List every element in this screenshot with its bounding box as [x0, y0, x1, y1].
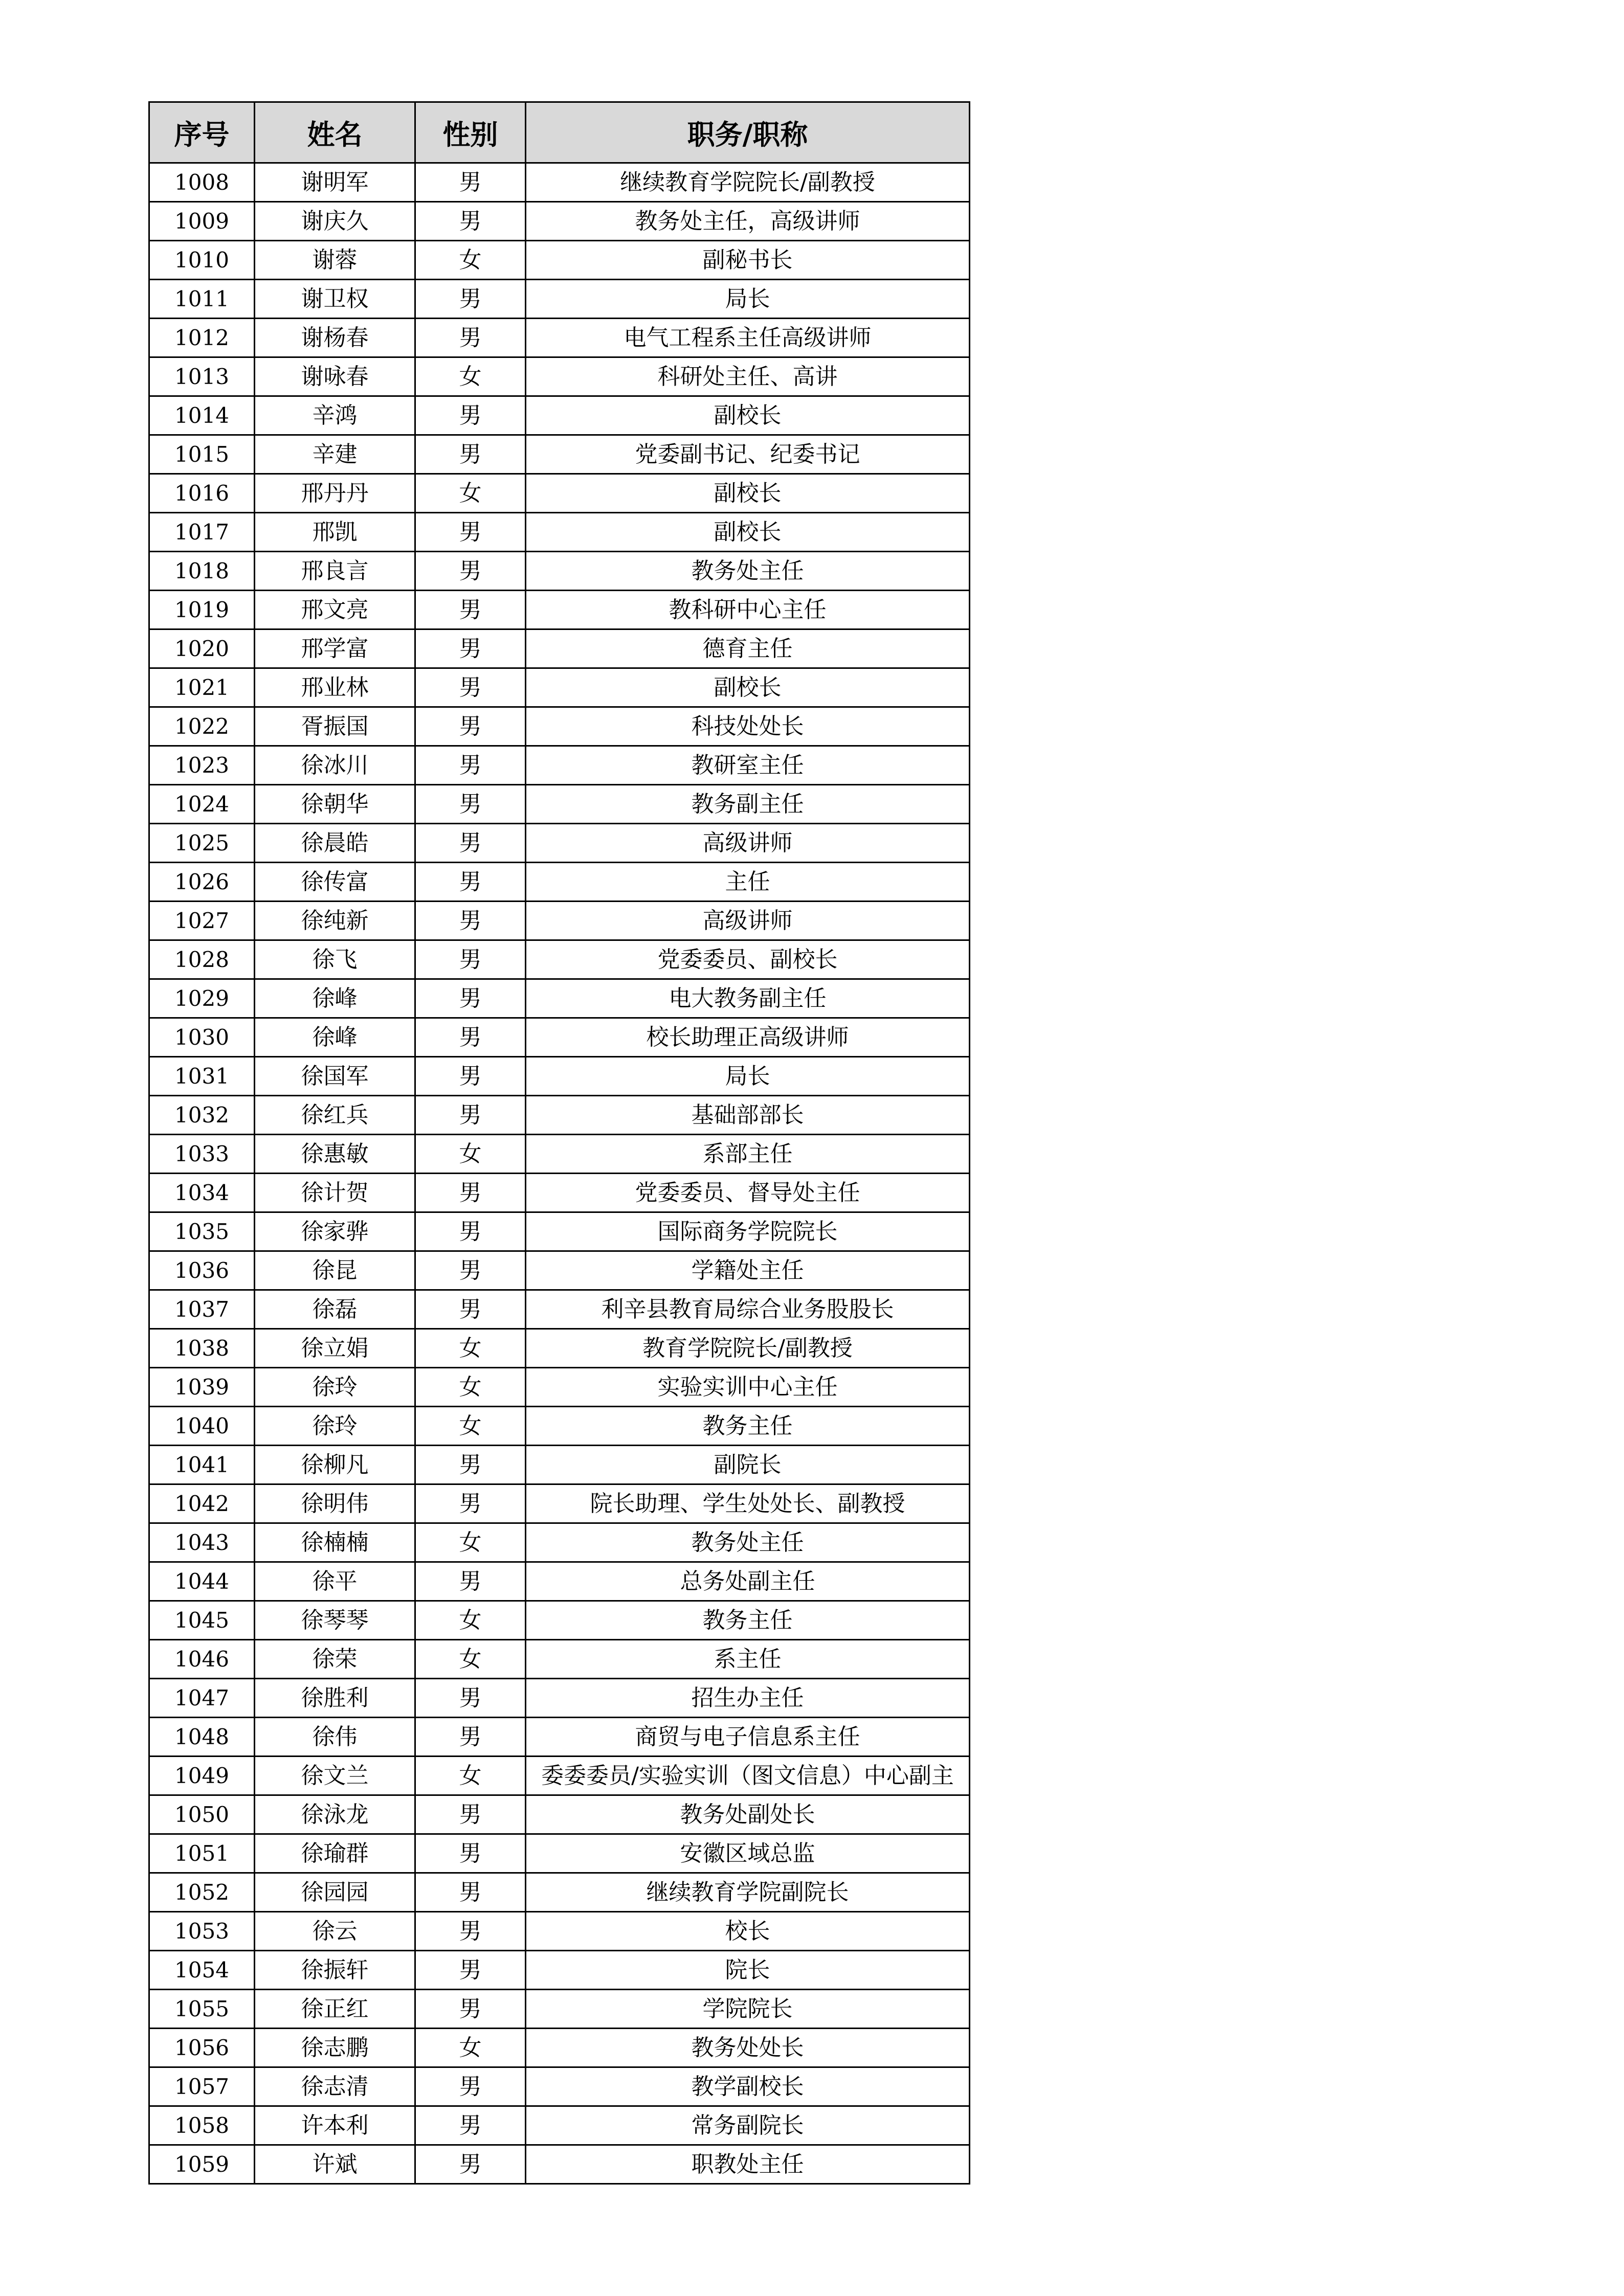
cell-name: 徐立娟: [255, 1329, 415, 1368]
cell-seq: 1030: [149, 1018, 255, 1057]
header-row: [149, 102, 970, 163]
table-row: [149, 241, 970, 280]
table-row: [149, 1446, 970, 1484]
cell-title: 系主任: [526, 1640, 970, 1679]
cell-title: 教科研中心主任: [526, 591, 970, 629]
cell-gender: 男: [415, 1174, 526, 1212]
cell-name: 徐峰: [255, 979, 415, 1018]
cell-seq: 1020: [149, 629, 255, 668]
cell-name: 徐昆: [255, 1251, 415, 1290]
table-row: [149, 591, 970, 629]
cell-title: 学籍处主任: [526, 1251, 970, 1290]
table-row: [149, 319, 970, 357]
cell-gender: 男: [415, 707, 526, 746]
cell-name: 徐琴琴: [255, 1601, 415, 1640]
cell-name: 徐胜利: [255, 1679, 415, 1718]
cell-seq: 1021: [149, 668, 255, 707]
cell-gender: 男: [415, 2106, 526, 2145]
cell-name: 徐纯新: [255, 902, 415, 940]
cell-gender: 男: [415, 1562, 526, 1601]
cell-seq: 1052: [149, 1873, 255, 1912]
cell-seq: 1039: [149, 1368, 255, 1407]
cell-gender: 男: [415, 1212, 526, 1251]
cell-title: 继续教育学院副院长: [526, 1873, 970, 1912]
cell-gender: 男: [415, 280, 526, 319]
table-row: [149, 1873, 970, 1912]
table-row: [149, 1057, 970, 1096]
table-row: [149, 163, 970, 202]
cell-gender: 男: [415, 785, 526, 824]
cell-title: 实验实训中心主任: [526, 1368, 970, 1407]
header-name: 姓名: [255, 102, 415, 163]
cell-seq: 1033: [149, 1135, 255, 1174]
table-row: [149, 1096, 970, 1135]
table-row: [149, 1523, 970, 1562]
cell-title: 副校长: [526, 513, 970, 552]
cell-seq: 1036: [149, 1251, 255, 1290]
cell-gender: 男: [415, 940, 526, 979]
table-row: [149, 863, 970, 902]
cell-title: 教务处处长: [526, 2029, 970, 2067]
cell-gender: 女: [415, 1135, 526, 1174]
cell-name: 徐计贺: [255, 1174, 415, 1212]
cell-seq: 1040: [149, 1407, 255, 1446]
table-row: [149, 1990, 970, 2029]
table-row: [149, 2145, 970, 2184]
cell-gender: 女: [415, 1368, 526, 1407]
cell-name: 徐明伟: [255, 1484, 415, 1523]
cell-gender: 男: [415, 746, 526, 785]
cell-seq: 1057: [149, 2067, 255, 2106]
cell-seq: 1045: [149, 1601, 255, 1640]
cell-name: 邢丹丹: [255, 474, 415, 513]
cell-seq: 1037: [149, 1290, 255, 1329]
cell-gender: 男: [415, 1795, 526, 1834]
cell-title: 学院院长: [526, 1990, 970, 2029]
cell-name: 邢业林: [255, 668, 415, 707]
cell-title: 德育主任: [526, 629, 970, 668]
cell-title: 教务处主任，高级讲师: [526, 202, 970, 241]
cell-title: 院长助理、学生处处长、副教授: [526, 1484, 970, 1523]
table-row: [149, 668, 970, 707]
table-row: [149, 707, 970, 746]
cell-name: 徐惠敏: [255, 1135, 415, 1174]
table-row: [149, 1174, 970, 1212]
cell-seq: 1050: [149, 1795, 255, 1834]
table-row: [149, 2106, 970, 2145]
cell-title: 副院长: [526, 1446, 970, 1484]
cell-seq: 1043: [149, 1523, 255, 1562]
table-row: [149, 1795, 970, 1834]
cell-title: 高级讲师: [526, 824, 970, 863]
header-title: 职务/职称: [526, 102, 970, 163]
table-row: [149, 1018, 970, 1057]
table-row: [149, 1951, 970, 1990]
cell-name: 徐志鹏: [255, 2029, 415, 2067]
cell-title: 主任: [526, 863, 970, 902]
table-row: [149, 280, 970, 319]
cell-seq: 1024: [149, 785, 255, 824]
cell-gender: 男: [415, 1834, 526, 1873]
cell-name: 徐家骅: [255, 1212, 415, 1251]
table-body: [149, 163, 970, 2184]
cell-seq: 1046: [149, 1640, 255, 1679]
cell-title: 教务主任: [526, 1601, 970, 1640]
cell-gender: 男: [415, 979, 526, 1018]
cell-gender: 男: [415, 1057, 526, 1096]
header-gender: 性别: [415, 102, 526, 163]
cell-seq: 1047: [149, 1679, 255, 1718]
table-row: [149, 785, 970, 824]
cell-seq: 1048: [149, 1718, 255, 1757]
cell-name: 谢杨春: [255, 319, 415, 357]
cell-seq: 1034: [149, 1174, 255, 1212]
cell-name: 谢蓉: [255, 241, 415, 280]
table-row: [149, 824, 970, 863]
cell-seq: 1027: [149, 902, 255, 940]
cell-gender: 男: [415, 1290, 526, 1329]
cell-gender: 男: [415, 319, 526, 357]
table-row: [149, 1912, 970, 1951]
cell-name: 许本利: [255, 2106, 415, 2145]
cell-gender: 男: [415, 2145, 526, 2184]
cell-title: 局长: [526, 280, 970, 319]
cell-gender: 男: [415, 1018, 526, 1057]
cell-seq: 1022: [149, 707, 255, 746]
cell-seq: 1014: [149, 396, 255, 435]
cell-title: 常务副院长: [526, 2106, 970, 2145]
cell-name: 谢明军: [255, 163, 415, 202]
cell-name: 谢咏春: [255, 357, 415, 396]
cell-gender: 男: [415, 396, 526, 435]
cell-gender: 男: [415, 1679, 526, 1718]
cell-name: 徐朝华: [255, 785, 415, 824]
table-row: [149, 1601, 970, 1640]
table-row: [149, 1718, 970, 1757]
cell-title: 教学副校长: [526, 2067, 970, 2106]
table-row: [149, 629, 970, 668]
cell-gender: 男: [415, 591, 526, 629]
cell-title: 教务处主任: [526, 552, 970, 591]
cell-gender: 男: [415, 2067, 526, 2106]
cell-name: 徐柳凡: [255, 1446, 415, 1484]
table-row: [149, 979, 970, 1018]
cell-gender: 男: [415, 552, 526, 591]
cell-name: 徐志清: [255, 2067, 415, 2106]
cell-title: 继续教育学院院长/副教授: [526, 163, 970, 202]
cell-gender: 男: [415, 1484, 526, 1523]
table-row: [149, 2067, 970, 2106]
cell-seq: 1042: [149, 1484, 255, 1523]
cell-title: 安徽区域总监: [526, 1834, 970, 1873]
cell-name: 辛建: [255, 435, 415, 474]
cell-gender: 男: [415, 902, 526, 940]
table-row: [149, 202, 970, 241]
cell-gender: 女: [415, 357, 526, 396]
cell-title: 高级讲师: [526, 902, 970, 940]
cell-name: 徐振轩: [255, 1951, 415, 1990]
cell-gender: 女: [415, 1407, 526, 1446]
cell-title: 副校长: [526, 396, 970, 435]
table-row: [149, 1290, 970, 1329]
cell-title: 教务副主任: [526, 785, 970, 824]
cell-title: 副校长: [526, 474, 970, 513]
cell-gender: 女: [415, 1601, 526, 1640]
cell-gender: 男: [415, 1951, 526, 1990]
cell-gender: 男: [415, 1251, 526, 1290]
cell-name: 徐飞: [255, 940, 415, 979]
personnel-table: [148, 101, 970, 2185]
table-row: [149, 1679, 970, 1718]
table-row: [149, 396, 970, 435]
cell-title: 党委副书记、纪委书记: [526, 435, 970, 474]
cell-name: 徐泳龙: [255, 1795, 415, 1834]
cell-seq: 1049: [149, 1757, 255, 1795]
cell-seq: 1035: [149, 1212, 255, 1251]
cell-title: 党委委员、副校长: [526, 940, 970, 979]
cell-name: 徐冰川: [255, 746, 415, 785]
cell-title: 电大教务副主任: [526, 979, 970, 1018]
cell-seq: 1011: [149, 280, 255, 319]
table-row: [149, 902, 970, 940]
cell-title: 利辛县教育局综合业务股股长: [526, 1290, 970, 1329]
cell-title: 校长助理正高级讲师: [526, 1018, 970, 1057]
cell-seq: 1038: [149, 1329, 255, 1368]
cell-seq: 1053: [149, 1912, 255, 1951]
cell-gender: 男: [415, 1990, 526, 2029]
cell-seq: 1023: [149, 746, 255, 785]
cell-name: 徐玲: [255, 1368, 415, 1407]
cell-title: 国际商务学院院长: [526, 1212, 970, 1251]
cell-name: 徐晨皓: [255, 824, 415, 863]
cell-name: 徐平: [255, 1562, 415, 1601]
cell-gender: 男: [415, 629, 526, 668]
cell-gender: 女: [415, 1523, 526, 1562]
cell-seq: 1016: [149, 474, 255, 513]
cell-gender: 男: [415, 513, 526, 552]
cell-name: 邢凯: [255, 513, 415, 552]
table-row: [149, 1251, 970, 1290]
cell-title: 招生办主任: [526, 1679, 970, 1718]
cell-gender: 男: [415, 435, 526, 474]
cell-gender: 男: [415, 1718, 526, 1757]
cell-title: 院长: [526, 1951, 970, 1990]
table-row: [149, 746, 970, 785]
cell-name: 徐峰: [255, 1018, 415, 1057]
cell-title: 教务处主任: [526, 1523, 970, 1562]
table-row: [149, 940, 970, 979]
cell-seq: 1008: [149, 163, 255, 202]
cell-seq: 1029: [149, 979, 255, 1018]
cell-name: 辛鸿: [255, 396, 415, 435]
cell-name: 胥振国: [255, 707, 415, 746]
cell-name: 徐红兵: [255, 1096, 415, 1135]
table-row: [149, 1757, 970, 1795]
cell-gender: 女: [415, 1757, 526, 1795]
cell-seq: 1044: [149, 1562, 255, 1601]
cell-title: 教育学院院长/副教授: [526, 1329, 970, 1368]
cell-gender: 女: [415, 2029, 526, 2067]
cell-name: 邢学富: [255, 629, 415, 668]
cell-seq: 1058: [149, 2106, 255, 2145]
cell-gender: 女: [415, 241, 526, 280]
cell-title: 教研室主任: [526, 746, 970, 785]
cell-seq: 1025: [149, 824, 255, 863]
table-row: [149, 474, 970, 513]
table-row: [149, 357, 970, 396]
table-row: [149, 1212, 970, 1251]
cell-name: 邢文亮: [255, 591, 415, 629]
table-row: [149, 1640, 970, 1679]
cell-seq: 1017: [149, 513, 255, 552]
cell-seq: 1041: [149, 1446, 255, 1484]
table-row: [149, 1834, 970, 1873]
cell-name: 徐玲: [255, 1407, 415, 1446]
cell-seq: 1026: [149, 863, 255, 902]
cell-title: 总务处副主任: [526, 1562, 970, 1601]
cell-name: 徐云: [255, 1912, 415, 1951]
table-row: [149, 2029, 970, 2067]
cell-title: 系部主任: [526, 1135, 970, 1174]
cell-name: 徐传富: [255, 863, 415, 902]
cell-gender: 男: [415, 163, 526, 202]
table-row: [149, 1407, 970, 1446]
cell-seq: 1013: [149, 357, 255, 396]
cell-seq: 1055: [149, 1990, 255, 2029]
cell-title: 校长: [526, 1912, 970, 1951]
cell-gender: 男: [415, 668, 526, 707]
cell-title: 副秘书长: [526, 241, 970, 280]
cell-name: 徐园园: [255, 1873, 415, 1912]
table-row: [149, 1484, 970, 1523]
cell-name: 谢卫权: [255, 280, 415, 319]
cell-title: 商贸与电子信息系主任: [526, 1718, 970, 1757]
cell-gender: 女: [415, 1329, 526, 1368]
cell-title: 电气工程系主任高级讲师: [526, 319, 970, 357]
cell-title: 科研处主任、高讲: [526, 357, 970, 396]
cell-title: 副校长: [526, 668, 970, 707]
cell-title: 党委委员、督导处主任: [526, 1174, 970, 1212]
table-header: [149, 102, 970, 163]
cell-seq: 1019: [149, 591, 255, 629]
cell-name: 徐伟: [255, 1718, 415, 1757]
cell-name: 徐荣: [255, 1640, 415, 1679]
cell-seq: 1009: [149, 202, 255, 241]
cell-name: 徐正红: [255, 1990, 415, 2029]
cell-gender: 男: [415, 1446, 526, 1484]
cell-seq: 1015: [149, 435, 255, 474]
cell-title: 职教处主任: [526, 2145, 970, 2184]
cell-seq: 1012: [149, 319, 255, 357]
cell-seq: 1031: [149, 1057, 255, 1096]
cell-name: 邢良言: [255, 552, 415, 591]
header-seq: 序号: [149, 102, 255, 163]
cell-seq: 1010: [149, 241, 255, 280]
cell-name: 徐国军: [255, 1057, 415, 1096]
cell-gender: 男: [415, 863, 526, 902]
cell-seq: 1056: [149, 2029, 255, 2067]
cell-name: 谢庆久: [255, 202, 415, 241]
cell-seq: 1054: [149, 1951, 255, 1990]
cell-name: 徐瑜群: [255, 1834, 415, 1873]
table-row: [149, 1135, 970, 1174]
cell-title: 委委委员/实验实训（图文信息）中心副主: [526, 1757, 970, 1795]
cell-seq: 1051: [149, 1834, 255, 1873]
table-row: [149, 513, 970, 552]
cell-title: 教务处副处长: [526, 1795, 970, 1834]
cell-name: 许斌: [255, 2145, 415, 2184]
cell-gender: 男: [415, 1873, 526, 1912]
cell-title: 局长: [526, 1057, 970, 1096]
cell-name: 徐磊: [255, 1290, 415, 1329]
cell-seq: 1059: [149, 2145, 255, 2184]
cell-gender: 男: [415, 1096, 526, 1135]
cell-title: 基础部部长: [526, 1096, 970, 1135]
cell-gender: 女: [415, 1640, 526, 1679]
cell-gender: 男: [415, 202, 526, 241]
table-row: [149, 552, 970, 591]
table-row: [149, 1562, 970, 1601]
cell-gender: 女: [415, 474, 526, 513]
cell-title: 教务主任: [526, 1407, 970, 1446]
table-row: [149, 1329, 970, 1368]
cell-seq: 1018: [149, 552, 255, 591]
cell-title: 科技处处长: [526, 707, 970, 746]
cell-name: 徐文兰: [255, 1757, 415, 1795]
cell-name: 徐楠楠: [255, 1523, 415, 1562]
cell-seq: 1032: [149, 1096, 255, 1135]
table-row: [149, 1368, 970, 1407]
table-row: [149, 435, 970, 474]
cell-seq: 1028: [149, 940, 255, 979]
cell-gender: 男: [415, 824, 526, 863]
cell-gender: 男: [415, 1912, 526, 1951]
